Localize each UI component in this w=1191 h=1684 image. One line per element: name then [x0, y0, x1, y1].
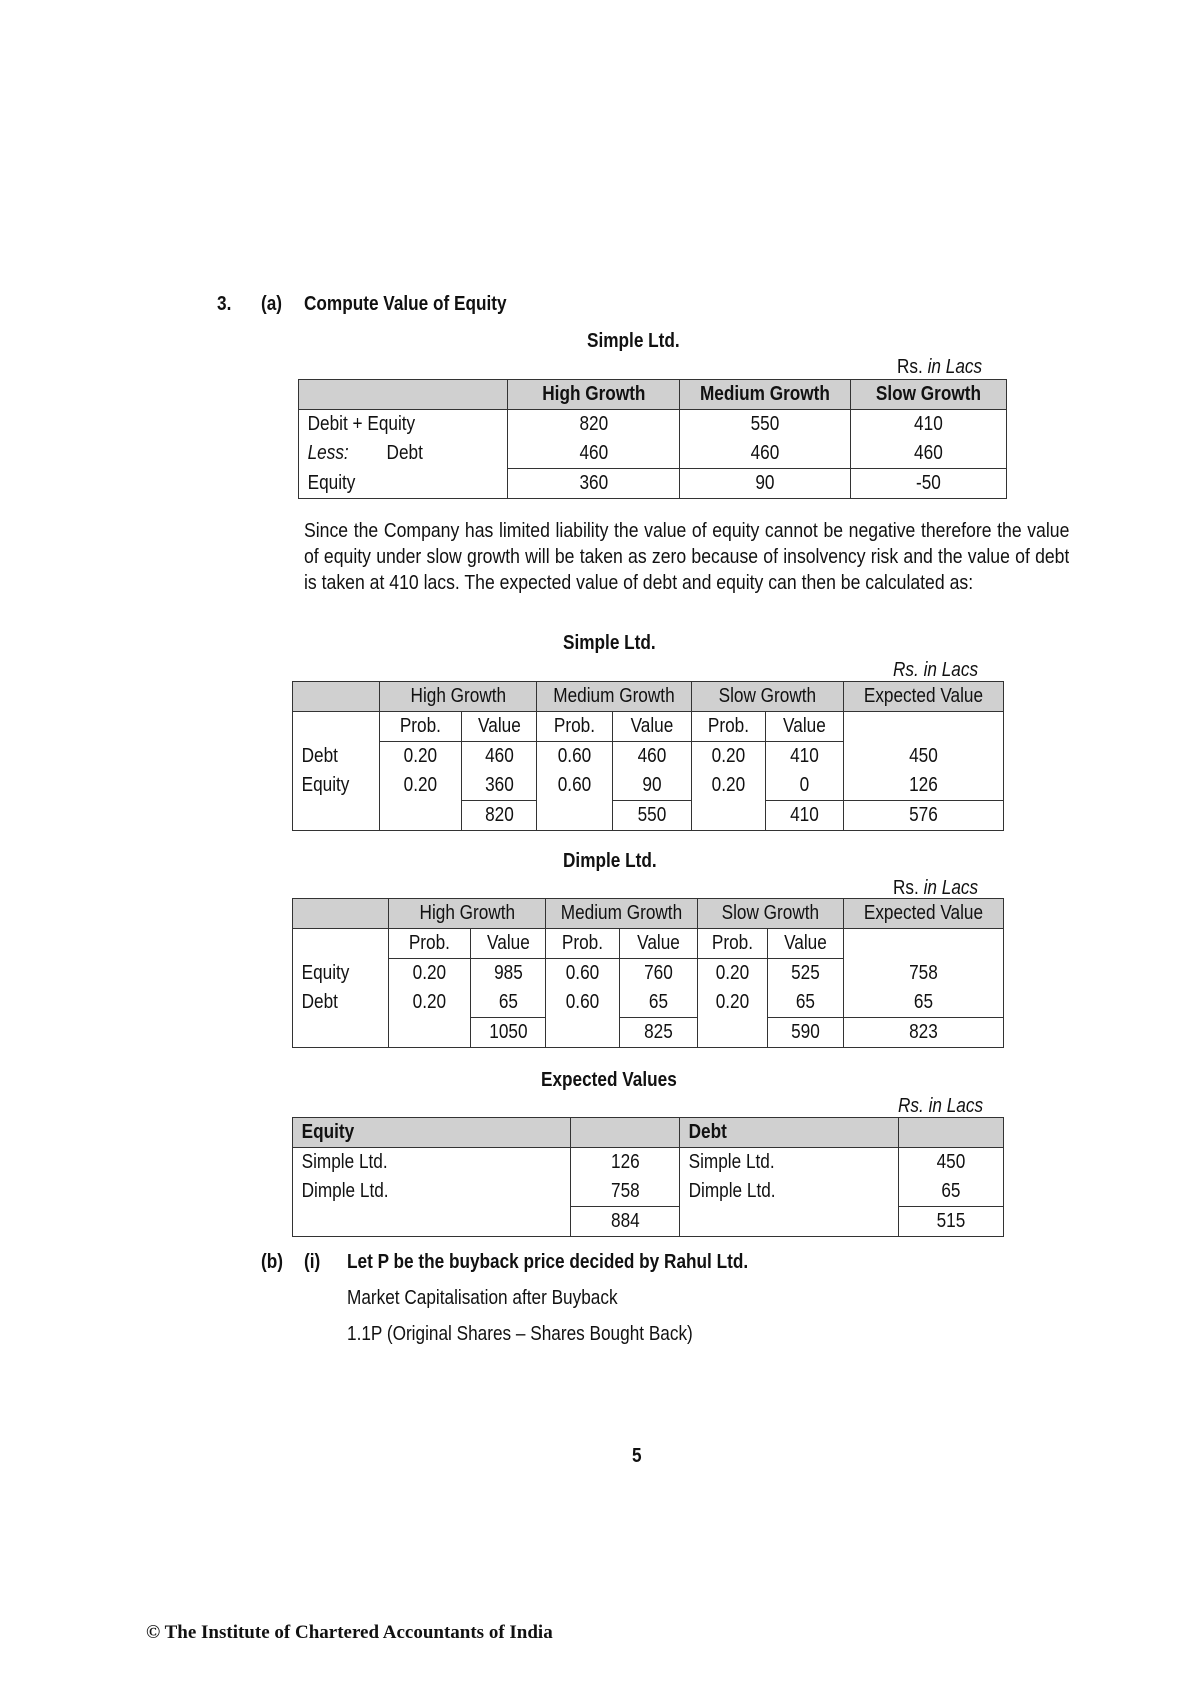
table-row-total: 884 515 [293, 1207, 1004, 1237]
table2-group-header: Medium Growth [537, 682, 692, 712]
table-row: Equity 360 90 -50 [299, 469, 1007, 499]
table3-group-header: High Growth [388, 899, 546, 929]
table-row: Equity 0.20 360 0.60 90 0.20 0 126 [293, 771, 1004, 801]
table4-unit: Rs. in Lacs [898, 1095, 984, 1117]
part-b-label: (b) [261, 1251, 283, 1273]
table1-header: Medium Growth [680, 380, 851, 410]
table3-group-header: Medium Growth [546, 899, 698, 929]
table1-header: High Growth [507, 380, 680, 410]
table2-title: Simple Ltd. [563, 632, 656, 654]
table-row-total: 820 550 410 576 [293, 801, 1004, 831]
question-number: 3. [217, 293, 232, 315]
table4-header: Equity [293, 1118, 571, 1148]
table1-header-blank [299, 380, 508, 410]
table3-unit: Rs. in Lacs [893, 877, 979, 899]
question-title: Compute Value of Equity [304, 293, 507, 315]
table-row: Equity 0.20 985 0.60 760 0.20 525 758 [293, 959, 1004, 989]
table2: High Growth Medium Growth Slow Growth Expected Value Prob. Value Prob. Value Prob. Value Debt 0.20 460 0.60 460 0.20 410 450 Equity 0.20 360 0.60 90 0.20 0 126 820 550 410 576 [292, 681, 1004, 831]
table2-unit: Rs. in Lacs [893, 659, 979, 681]
table3-group-header: Slow Growth [698, 899, 844, 929]
table-row: Debt 0.20 65 0.60 65 0.20 65 65 [293, 988, 1004, 1018]
table1-header: Slow Growth [851, 380, 1007, 410]
table3-title: Dimple Ltd. [563, 850, 657, 872]
table4-title: Expected Values [541, 1069, 677, 1091]
part-b-heading: Let P be the buyback price decided by Rahul Ltd. [347, 1251, 749, 1273]
table4 [292, 1117, 1004, 1237]
table1-unit: Rs. in Lacs [897, 356, 983, 378]
table-row: Debt 0.20 460 0.60 460 0.20 410 450 [293, 742, 1004, 772]
table-row: Simple Ltd. 126 Simple Ltd. 450 [293, 1148, 1004, 1178]
explanation-paragraph: Since the Company has limited liability the value of equity cannot be negative therefore the value of equity under slow growth will be taken as zero because of insolvency risk and the value of debt is taken at 410 lacs. The expected value of debt and equity can then be calculated as: [304, 519, 1069, 594]
table2-group-header: Expected Value [844, 682, 1004, 712]
table-row: Debit + Equity 820 550 410 [299, 410, 1007, 440]
footer-copyright: © The Institute of Chartered Accountants of India [146, 1622, 553, 1643]
table2-group-header: High Growth [379, 682, 537, 712]
part-b-line2: 1.1P (Original Shares – Shares Bought Back) [347, 1323, 693, 1345]
question-part: (a) [261, 293, 283, 315]
part-b-line1: Market Capitalisation after Buyback [347, 1287, 618, 1309]
part-b-sub-label: (i) [304, 1251, 321, 1273]
table1 [298, 379, 1007, 499]
table3-group-header: Expected Value [844, 899, 1004, 929]
table-row: Dimple Ltd. 758 Dimple Ltd. 65 [293, 1177, 1004, 1207]
page-number: 5 [632, 1445, 642, 1467]
table1-title: Simple Ltd. [587, 330, 680, 352]
table2-group-header: Slow Growth [692, 682, 844, 712]
table3: High Growth Medium Growth Slow Growth Expected Value Prob. Value Prob. Value Prob. Value Equity 0.20 985 0.60 760 0.20 525 758 Debt 0.20 65 0.60 65 0.20 65 65 1050 825 590 823 [292, 898, 1004, 1048]
table-row: Less: Debt 460 460 460 [299, 439, 1007, 469]
table4-header: Debt [680, 1118, 899, 1148]
table-row-total: 1050 825 590 823 [293, 1018, 1004, 1048]
